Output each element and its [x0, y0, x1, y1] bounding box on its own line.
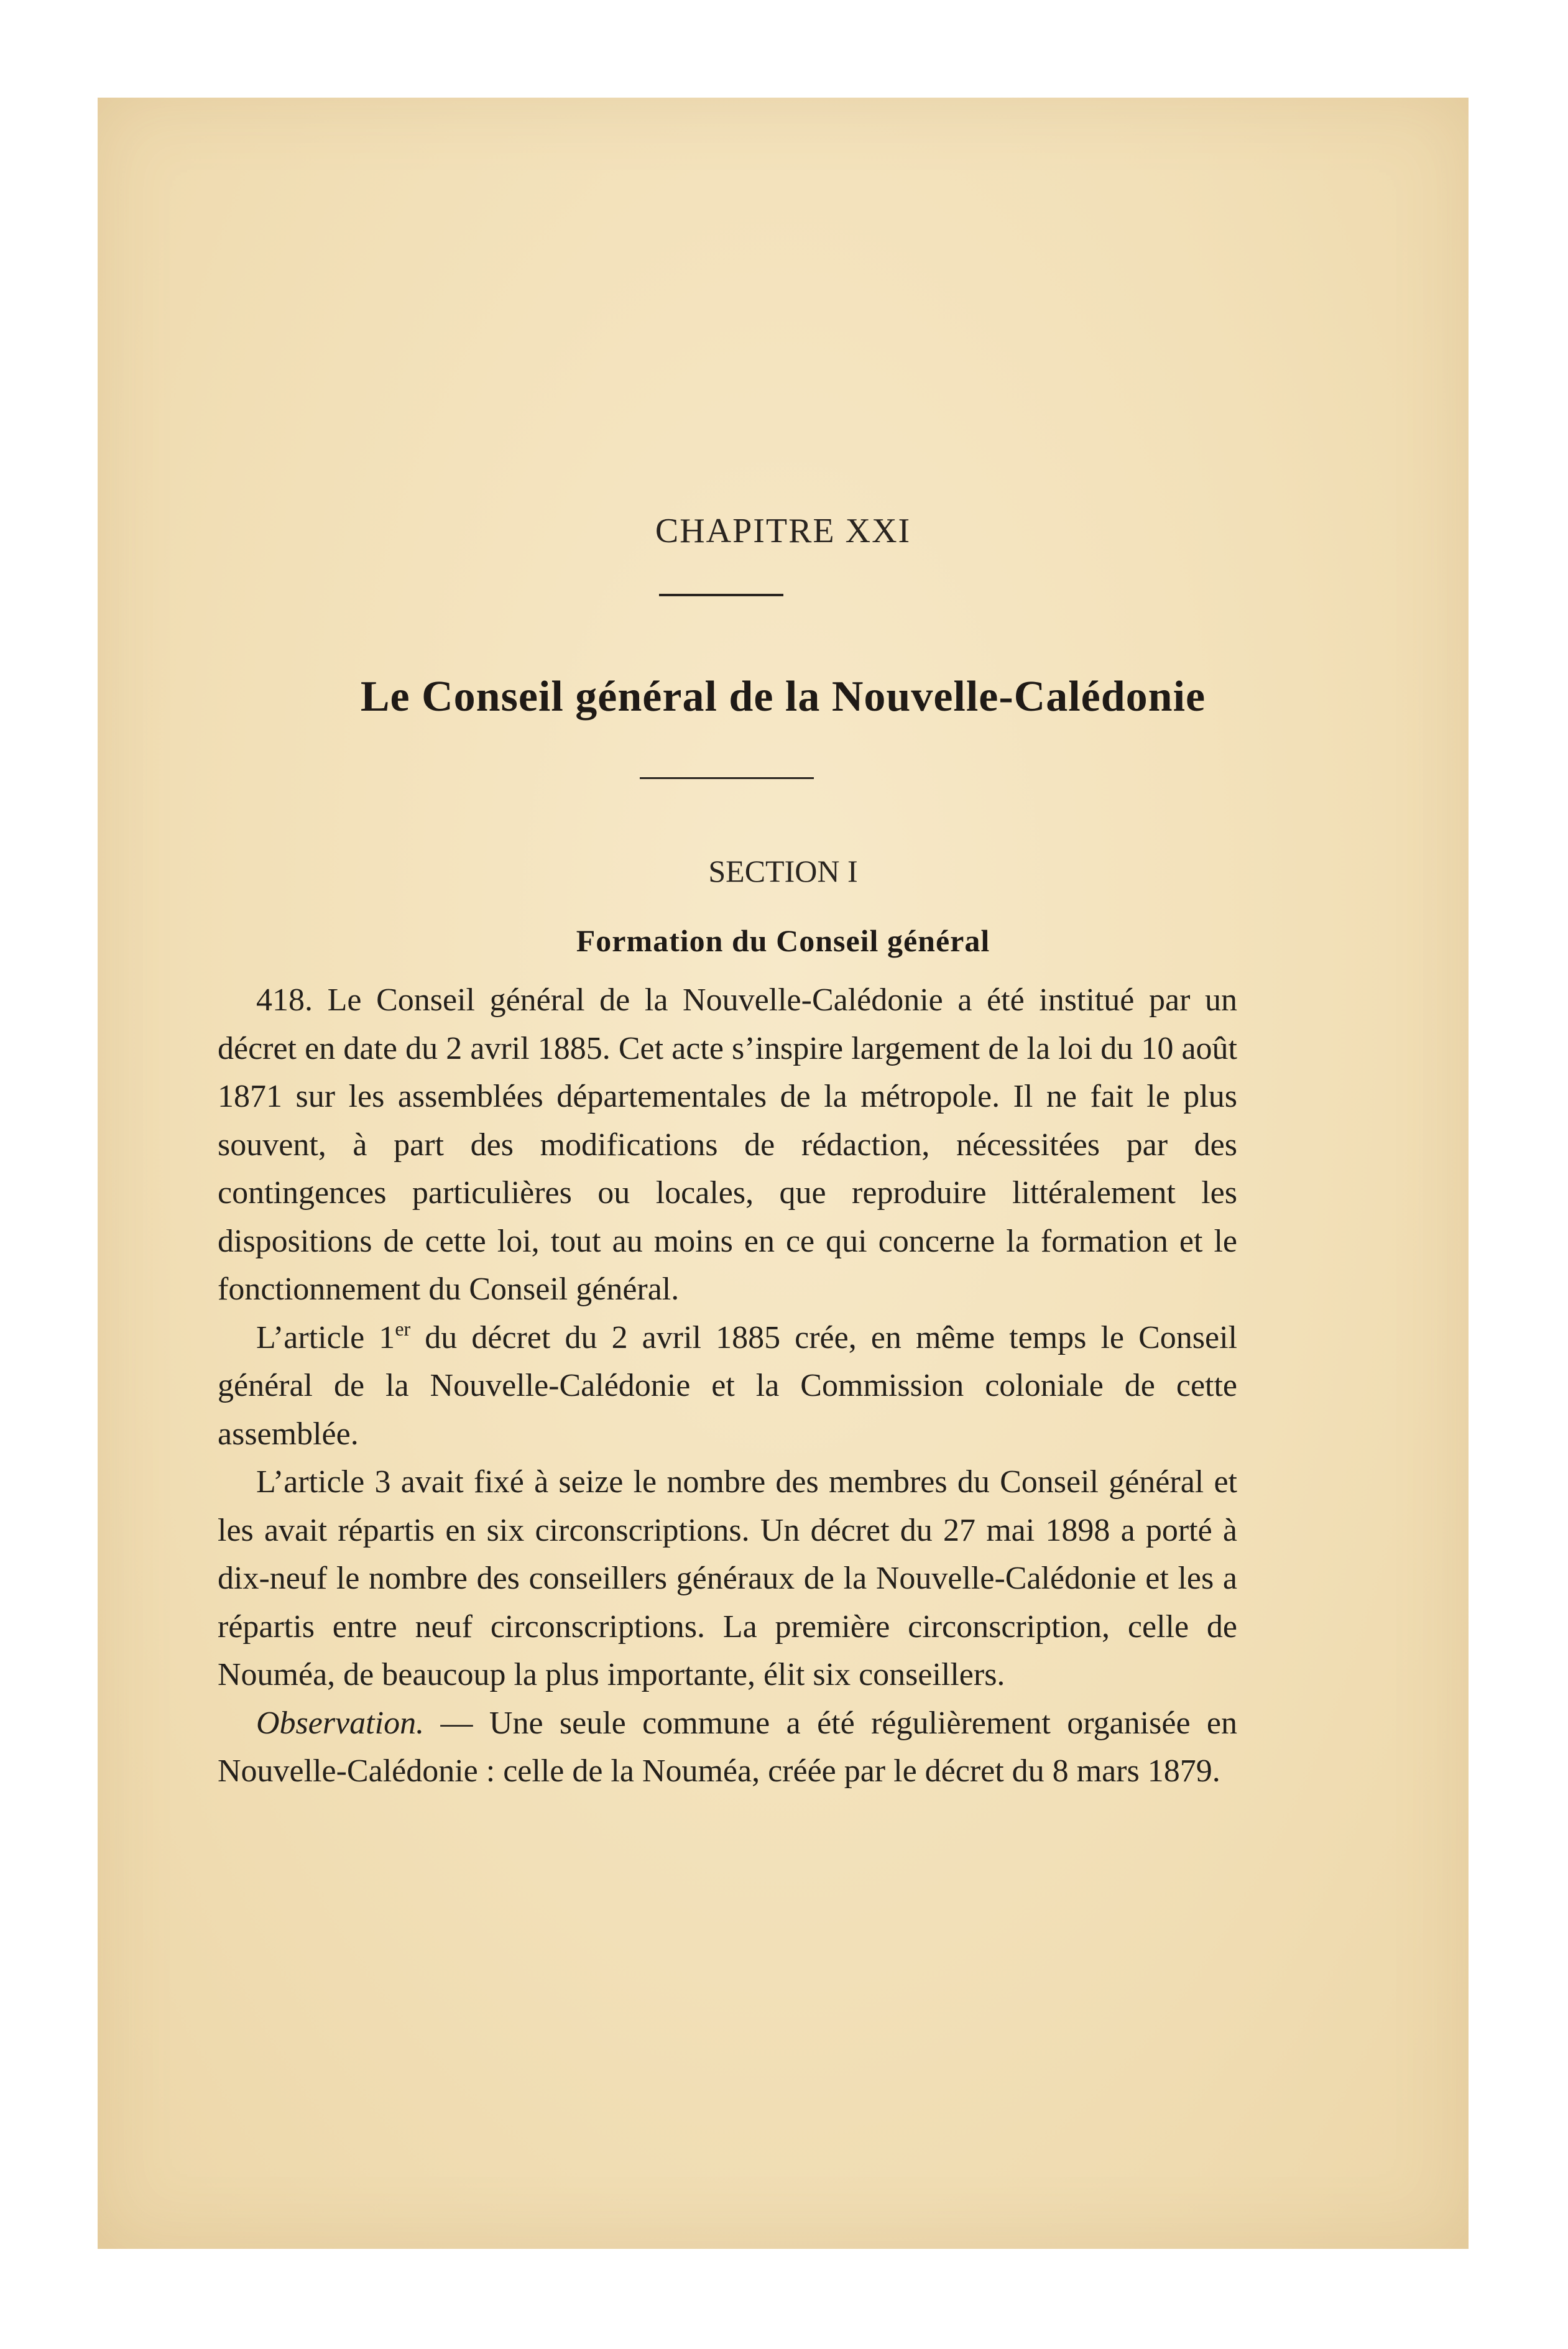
- chapter-rule: [659, 594, 783, 596]
- paragraph-418: 418. Le Conseil général de la Nouvelle-Calédonie a été institué par un décret en date du 2 avril 1885. Cet acte s’inspire largement de la loi du 10 août 1871 sur les assemblées départementales de la métropole. Il ne fait le plus souvent, à part des modifications de rédaction, nécessitées par des contingences particulières ou locales, que reproduire littéralement les dispositions de cette loi, tout au moins en ce qui concerne la formation et le fonctionnement du Conseil général.: [218, 982, 1237, 1307]
- body-text: [218, 976, 1237, 1796]
- paragraph-article-1-start: L’article 1: [256, 1319, 395, 1355]
- paragraph-article-3: L’article 3 avait fixé à seize le nombre des membres du Conseil général et les avait répartis en six circonscriptions. Un décret du 27 mai 1898 a porté à dix-neuf le nombre des conseillers généraux de la Nouvelle-Calédonie et les a répartis entre neuf circonscriptions. La première circonscription, celle de Nouméa, de beaucoup la plus importante, élit six conseillers.: [218, 1464, 1237, 1692]
- paragraph-article-1: [218, 1314, 1237, 1459]
- chapter-title: Le Conseil général de la Nouvelle-Calédonie: [360, 673, 1206, 721]
- observation-text: — Une seule commune a été régulièrement organisée en Nouvelle-Calédonie : celle de la Nouméa, créée par le décret du 8 mars 1879.: [218, 1705, 1237, 1789]
- section-title: Formation du Conseil général: [576, 923, 990, 958]
- book-page: [98, 98, 1469, 2249]
- superscript-er: er: [395, 1317, 411, 1340]
- paragraph-observation: [218, 1699, 1237, 1796]
- title-rule: [640, 777, 814, 779]
- chapter-heading: CHAPITRE XXI: [655, 512, 911, 550]
- observation-label: Observation.: [256, 1705, 425, 1741]
- paragraph-article-1-rest: du décret du 2 avril 1885 crée, en même temps le Conseil général de la Nouvelle-Calédonie et la Commission coloniale de cette assemblée.: [218, 1319, 1237, 1452]
- section-heading: SECTION I: [708, 854, 858, 888]
